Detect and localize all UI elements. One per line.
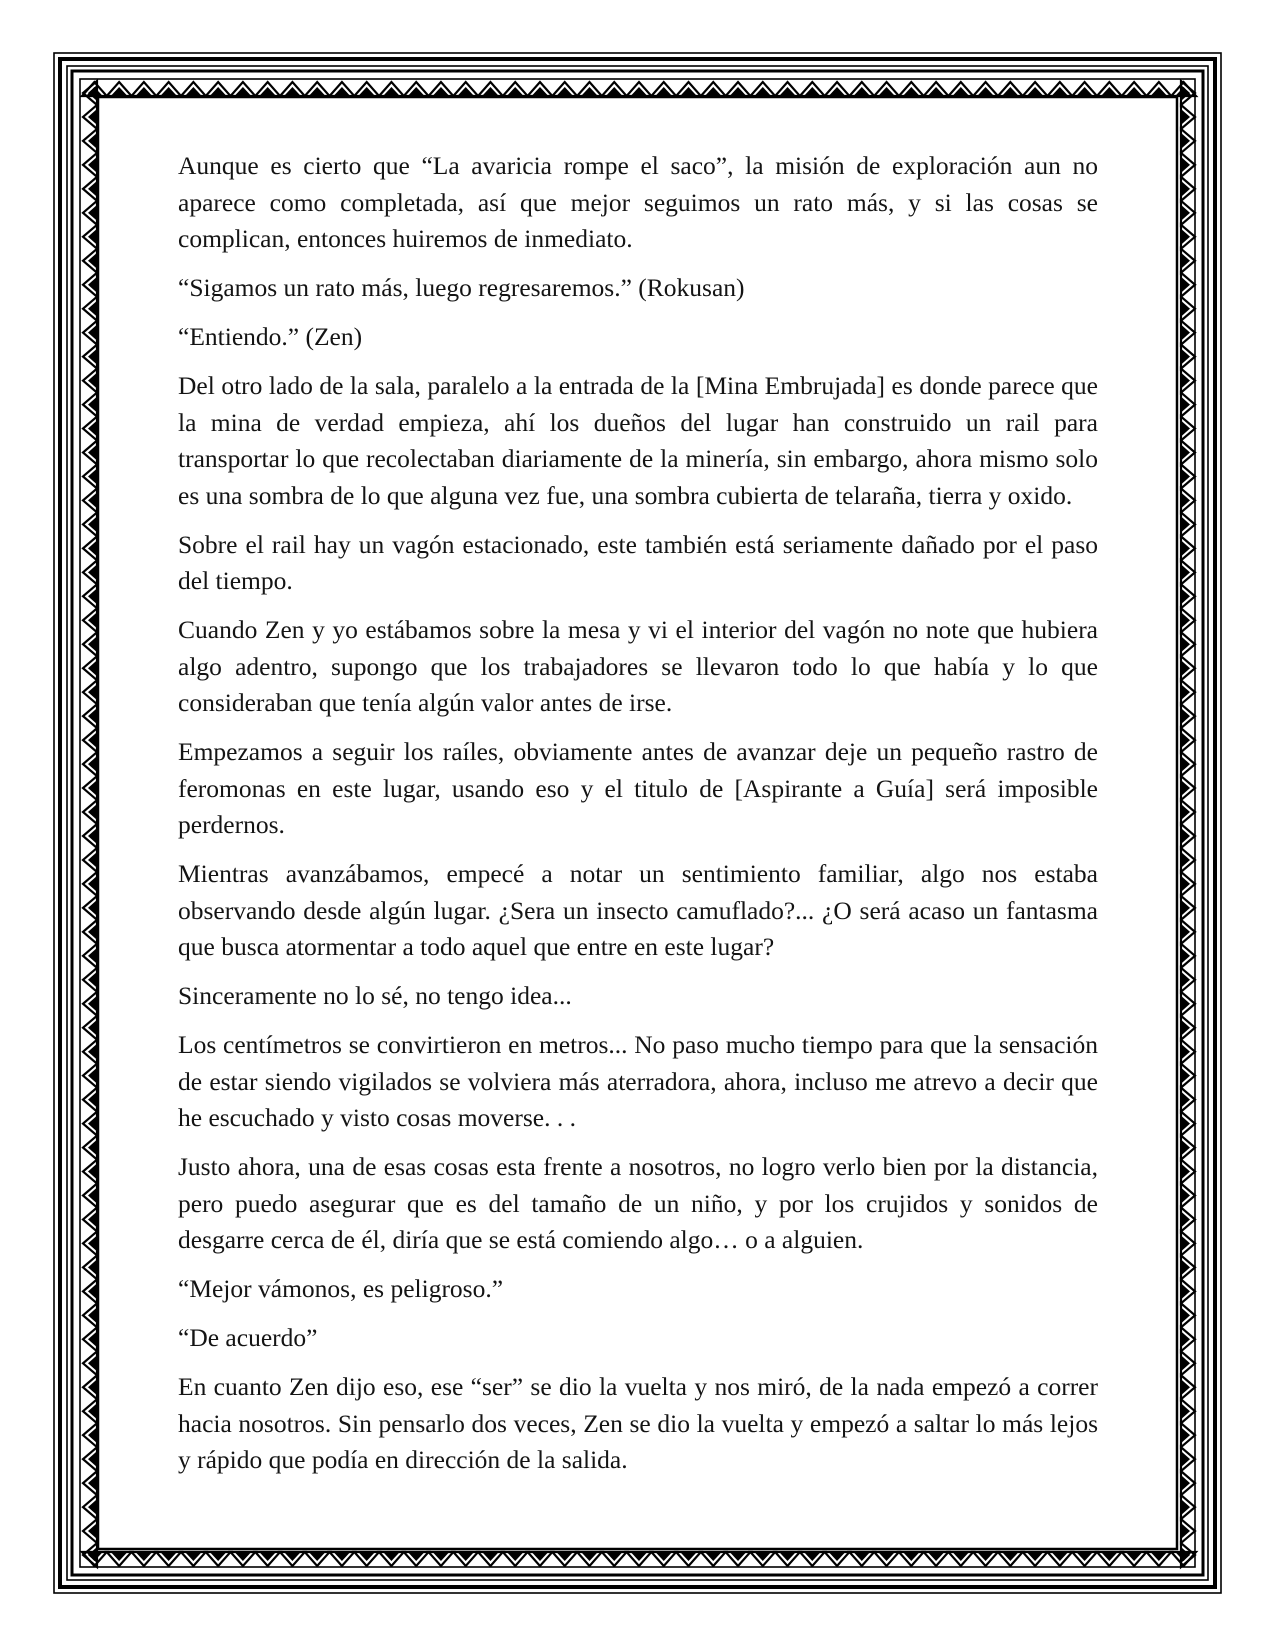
border-zigzag-bottom xyxy=(82,1552,1196,1566)
paragraph: Sobre el rail hay un vagón estacionado, este también está seriamente dañado por el paso del tiempo. xyxy=(178,529,1098,595)
border-zigzag-right xyxy=(1181,81,1195,1567)
border-zigzag-top xyxy=(82,82,1196,96)
dialogue-line: “Mejor vámonos, es peligroso.” xyxy=(178,1274,504,1303)
paragraph: Del otro lado de la sala, paralelo a la entrada de la [Mina Embrujada] es donde parece que la mina de verdad empieza, ahí los dueños del lugar han construido un rail para transportar lo que recolectaban diariamente de la minería, sin embargo, ahora mismo solo es una sombra de lo que alguna vez fue, una sombra cubierta de telaraña, tierra y oxido. xyxy=(178,371,1098,510)
paragraph: Los centímetros se convirtieron en metros... No paso mucho tiempo para que la sensación de estar siendo vigilados se volviera más aterradora, ahora, incluso me atrevo a decir que he escuchado y visto cosas moverse. . . xyxy=(178,1030,1098,1132)
dialogue-line: “Sigamos un rato más, luego regresaremos.” (Rokusan) xyxy=(178,273,745,302)
paragraph: Sinceramente no lo sé, no tengo idea... xyxy=(178,981,572,1010)
paragraph: Cuando Zen y yo estábamos sobre la mesa y vi el interior del vagón no note que hubiera algo adentro, supongo que los trabajadores se llevaron todo lo que había y lo que consideraban que tenía algún valor antes de irse. xyxy=(178,615,1098,717)
paragraph: Aunque es cierto que “La avaricia rompe el saco”, la misión de exploración aun no aparece como completada, así que mejor seguimos un rato más, y si las cosas se complican, entonces huiremos de inmediato. xyxy=(178,151,1098,253)
dialogue-line: “De acuerdo” xyxy=(178,1323,318,1352)
paragraph: En cuanto Zen dijo eso, ese “ser” se dio la vuelta y nos miró, de la nada empezó a correr hacia nosotros. Sin pensarlo dos veces, Zen se dio la vuelta y empezó a saltar lo más lejos y rápido que podía en dirección de la salida. xyxy=(178,1372,1098,1474)
page-body-text xyxy=(178,148,1098,1491)
paragraph: Empezamos a seguir los raíles, obviamente antes de avanzar deje un pequeño rastro de feromonas en este lugar, usando eso y el titulo de [Aspirante a Guía] será imposible perdernos. xyxy=(178,737,1098,839)
dialogue-line: “Entiendo.” (Zen) xyxy=(178,322,363,351)
paragraph: Justo ahora, una de esas cosas esta frente a nosotros, no logro verlo bien por la distancia, pero puedo asegurar que es del tamaño de un niño, y por los crujidos y sonidos de desgarre cerca de él, diría que se está comiendo algo… o a alguien. xyxy=(178,1152,1098,1254)
border-zigzag-left xyxy=(83,81,97,1567)
paragraph: Mientras avanzábamos, empecé a notar un sentimiento familiar, algo nos estaba observando desde algún lugar. ¿Sera un insecto camuflado?... ¿O será acaso un fantasma que busca atormentar a todo aquel que entre en este lugar? xyxy=(178,859,1098,961)
